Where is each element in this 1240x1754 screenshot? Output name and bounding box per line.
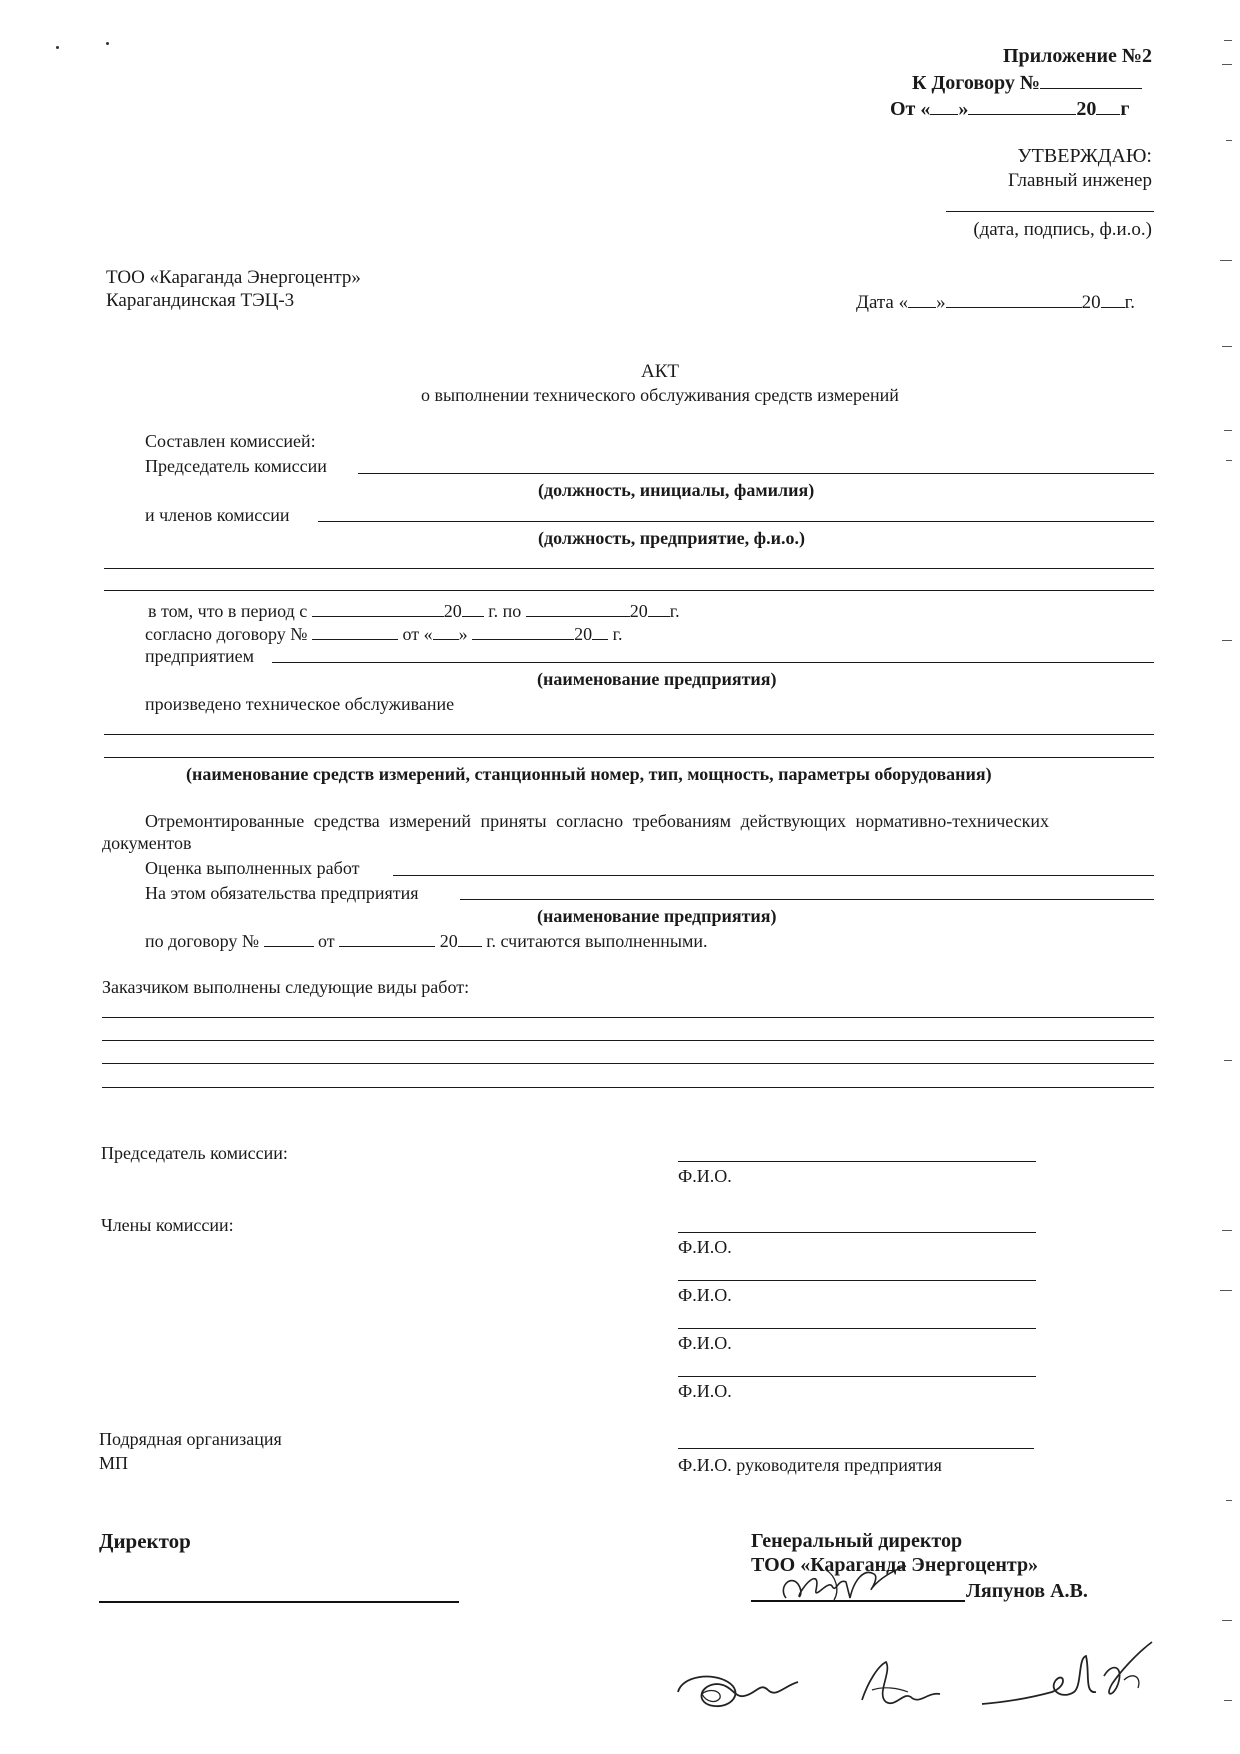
contract-prefix: К Договору №: [912, 72, 1040, 94]
contract-completion-from: от: [318, 931, 335, 951]
contract-number-line: [912, 72, 1142, 93]
customer-works-line-1: [102, 1017, 1154, 1018]
act-year-prefix: 20: [1081, 292, 1101, 313]
contract-ref-year: 20: [574, 624, 593, 644]
contract-completion-year: 20: [439, 931, 458, 951]
contract-completion-year-blank: [458, 930, 482, 947]
chief-engineer: Главный инженер: [1007, 170, 1152, 191]
organization-name: ТОО «Караганда Энергоцентр»: [106, 267, 361, 288]
acceptance-paragraph-line2: документов: [102, 833, 192, 853]
contract-completion-suffix: г. считаются выполненными.: [486, 931, 708, 951]
plant-name: Карагандинская ТЭЦ-3: [106, 290, 295, 311]
sign-member-line-4: [678, 1376, 1036, 1377]
sign-member-fio-2: Ф.И.О.: [678, 1285, 732, 1305]
act-day-blank: [908, 291, 936, 308]
sign-chairman-line: [678, 1161, 1036, 1162]
contract-ref-suffix: г.: [612, 624, 623, 644]
customer-works-label: Заказчиком выполнены следующие виды работ:: [102, 977, 470, 997]
act-year-blank: [1101, 291, 1125, 308]
customer-works-line-3: [102, 1063, 1154, 1064]
contract-number-blank: [1040, 72, 1142, 89]
act-year-suffix: г.: [1124, 292, 1136, 313]
sign-chairman-fio: Ф.И.О.: [678, 1166, 732, 1186]
members-extra-line-1: [104, 568, 1154, 569]
contract-year-blank: [1096, 98, 1120, 115]
customer-works-line-4: [102, 1087, 1154, 1088]
head-fio-caption: Ф.И.О. руководителя предприятия: [678, 1455, 942, 1475]
initials-signatures: [672, 1632, 1192, 1742]
act-date-line: [856, 291, 1135, 312]
approval-signature-line: [946, 211, 1154, 212]
enterprise-line: [272, 662, 1154, 663]
approve-heading: УТВЕРЖДАЮ:: [1017, 145, 1152, 167]
contract-completion-number-blank: [264, 930, 314, 947]
sign-chairman-label: Председатель комиссии:: [101, 1143, 288, 1163]
act-month-blank: [946, 291, 1082, 308]
obligations-line: [460, 899, 1154, 900]
director-label: Директор: [99, 1529, 191, 1553]
stamp-label: МП: [99, 1453, 129, 1473]
contract-completion-label: по договору №: [145, 931, 260, 951]
commission-composed: Составлен комиссией:: [145, 431, 316, 451]
enterprise-label: предприятием: [145, 646, 254, 666]
act-subtitle: о выполнении технического обслуживания средств измерений: [421, 385, 899, 405]
period-to-label: г. по: [488, 601, 522, 621]
period-to-suffix: г.: [669, 601, 680, 621]
contract-ref-label: согласно договору №: [145, 624, 308, 644]
act-title: АКТ: [641, 361, 679, 382]
period-from-label: в том, что в период с: [148, 601, 308, 621]
gen-director-org: ТОО «Караганда Энергоцентр»: [751, 1554, 1039, 1576]
sign-member-fio-1: Ф.И.О.: [678, 1237, 732, 1257]
members-caption: (должность, предприятие, ф.и.о.): [538, 528, 805, 548]
rating-label: Оценка выполненных работ: [145, 858, 360, 878]
members-extra-line-2: [104, 590, 1154, 591]
period-from-year: 20: [443, 601, 462, 621]
acceptance-paragraph-line1: Отремонтированные средства измерений приняты согласно требованиям действующих нормативно-технических: [145, 811, 1050, 831]
chairman-line: [358, 473, 1154, 474]
gen-director-signature: [776, 1560, 926, 1610]
contract-completion-date-blank: [339, 930, 435, 947]
period-to-blank: [526, 600, 630, 617]
period-from-blank: [312, 600, 444, 617]
contract-ref-year-blank: [592, 623, 608, 640]
contract-ref-day-blank: [433, 623, 459, 640]
act-date-mid: »: [936, 292, 946, 313]
obligations-label: На этом обязательства предприятия: [145, 883, 419, 903]
equipment-caption: (наименование средств измерений, станционный номер, тип, мощность, параметры оборудования): [186, 764, 992, 784]
director-signature-line: [99, 1601, 459, 1603]
head-signature-line: [678, 1448, 1034, 1449]
chairman-label: Председатель комиссии: [145, 456, 327, 476]
act-date-prefix: Дата «: [856, 292, 909, 313]
approval-signature-caption: (дата, подпись, ф.и.о.): [973, 219, 1152, 240]
period-line: [148, 600, 680, 620]
sign-members-label: Члены комиссии:: [101, 1215, 234, 1235]
sign-member-fio-3: Ф.И.О.: [678, 1333, 732, 1353]
contract-ref-line: [145, 623, 622, 643]
equipment-line-1: [104, 734, 1154, 735]
members-label: и членов комиссии: [145, 505, 290, 525]
appendix-number: Приложение №2: [1002, 45, 1152, 67]
contract-ref-mid: »: [458, 624, 468, 644]
chairman-caption: (должность, инициалы, фамилия): [538, 480, 815, 500]
enterprise-caption: (наименование предприятия): [537, 669, 777, 689]
sign-member-line-1: [678, 1232, 1036, 1233]
rating-line: [393, 875, 1154, 876]
sign-member-line-2: [678, 1280, 1036, 1281]
period-to-year: 20: [629, 601, 648, 621]
contract-year-prefix: 20: [1076, 98, 1097, 120]
contract-date-prefix: От «: [890, 98, 931, 120]
period-to-year-blank: [648, 600, 670, 617]
equipment-line-2: [104, 757, 1154, 758]
scan-edge-marks: [1218, 0, 1232, 1754]
obligations-caption: (наименование предприятия): [537, 906, 777, 926]
gen-director-title: Генеральный директор: [751, 1530, 963, 1552]
contract-ref-from: от «: [402, 624, 433, 644]
contractor-label: Подрядная организация: [99, 1429, 282, 1449]
contract-date-mid: »: [958, 98, 969, 120]
contract-year-suffix: г: [1120, 98, 1130, 120]
contract-ref-number-blank: [312, 623, 398, 640]
contract-ref-month-blank: [472, 623, 574, 640]
period-from-year-blank: [462, 600, 484, 617]
scan-dot: [56, 46, 59, 49]
gen-director-name: Ляпунов А.В.: [966, 1580, 1088, 1602]
sign-member-fio-4: Ф.И.О.: [678, 1381, 732, 1401]
members-line: [318, 521, 1154, 522]
scan-dot: [106, 42, 109, 45]
sign-member-line-3: [678, 1328, 1036, 1329]
customer-works-line-2: [102, 1040, 1154, 1041]
contract-completion-line: [145, 930, 707, 950]
contract-date-line: [890, 98, 1129, 119]
contract-month-blank: [968, 98, 1076, 115]
contract-day-blank: [930, 98, 958, 115]
performed-label: произведено техническое обслуживание: [145, 694, 455, 714]
